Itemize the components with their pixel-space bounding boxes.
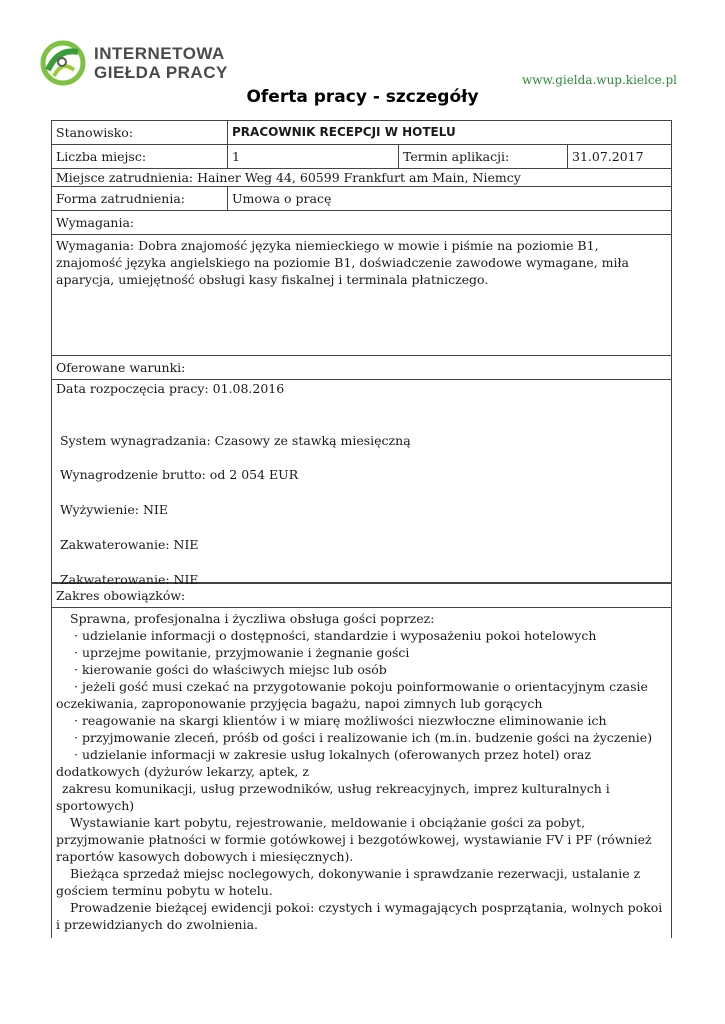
location-row — [51, 169, 672, 187]
logo — [40, 40, 228, 86]
logo-globe-icon — [40, 40, 86, 86]
duty-item: Bieżąca sprzedaż miejsc noclegowych, dokonywanie i sprawdzanie rezerwacji, ustalanie z gościem terminu pobytu w hotelu. — [56, 866, 641, 898]
duty-item: · udzielanie informacji w zakresie usług lokalnych (oferowanych przez hotel) oraz dodatkowych (dyżurów lekarzy, aptek, z — [56, 747, 591, 779]
employment-row — [51, 187, 672, 211]
condition-housing-2: Zakwaterowanie: NIE — [56, 572, 199, 587]
position-value: PRACOWNIK RECEPCJI W HOTELU — [227, 121, 671, 144]
duty-item: · przyjmowanie zleceń, próśb od gości i realizowanie ich (m.in. budzenie gości na życzenie) — [74, 730, 653, 745]
duty-item: · udzielanie informacji o dostępności, standardzie i wyposażeniu pokoi hotelowych — [74, 628, 597, 643]
site-url[interactable]: www.gielda.wup.kielce.pl — [521, 73, 677, 87]
duties-label: Zakres obowiązków: — [51, 583, 672, 608]
condition-pay-system: System wynagradzania: Czasowy ze stawką miesięczną — [56, 433, 411, 448]
requirements-text: Wymagania: Dobra znajomość języka niemieckiego w mowie i piśmie na poziomie B1, znajomość języka angielskiego na poziomie B1, doświadczenie zawodowe wymagane, miła aparycja, umiejętność obsługi kasy fiskalnej i terminala płatniczego. — [51, 235, 672, 356]
logo-line1: INTERNETOWA — [94, 44, 225, 63]
conditions-block — [51, 380, 672, 587]
places-label: Liczba miejsc: — [56, 149, 147, 164]
requirements-label: Wymagania: — [51, 211, 672, 235]
places-value: 1 — [227, 145, 398, 168]
deadline-label: Termin aplikacji: — [398, 145, 567, 168]
offer-table — [51, 120, 672, 938]
duty-item: · kierowanie gości do właściwych miejsc lub osób — [74, 662, 387, 677]
position-row — [51, 120, 672, 145]
duty-item: · jeżeli gość musi czekać na przygotowanie pokoju poinformowanie o orientacyjnym czasie oczekiwania, zaproponowanie przyjęcia bagażu, napoi zimnych lub gorących — [56, 679, 648, 711]
employment-label: Forma zatrudnienia: — [56, 191, 186, 206]
duty-item: · uprzejme powitanie, przyjmowanie i żegnanie gości — [74, 645, 410, 660]
duty-item: zakresu komunikacji, usług przewodników, usług rekreacyjnych, imprez kulturalnych i sportowych) — [56, 781, 610, 813]
places-row — [51, 145, 672, 169]
conditions-label: Oferowane warunki: — [51, 356, 672, 380]
condition-start-date: Data rozpoczęcia pracy: 01.08.2016 — [56, 381, 285, 396]
deadline-value: 31.07.2017 — [567, 145, 671, 168]
employment-value: Umowa o pracę — [227, 187, 671, 210]
duties-block — [51, 608, 672, 938]
duty-item: · reagowanie na skargi klientów i w miarę możliwości niezwłoczne eliminowanie ich — [74, 713, 607, 728]
duty-item: Sprawna, profesjonalna i życzliwa obsługa gości poprzez: — [70, 611, 435, 626]
position-label: Stanowisko: — [56, 125, 134, 140]
condition-housing: Zakwaterowanie: NIE — [56, 537, 199, 552]
duty-item: Prowadzenie bieżącej ewidencji pokoi: czystych i wymagających posprzątania, wolnych pokoi i przewidzianych do zwolnienia. — [56, 900, 663, 932]
duty-item: Wystawianie kart pobytu, rejestrowanie, meldowanie i obciążanie gości za pobyt, przyjmowanie płatności w formie gotówkowej i bezgotówkowej, wystawianie FV i PF (również raportów kasowych dobowych i miesięcznych). — [56, 815, 652, 864]
condition-meals: Wyżywienie: NIE — [56, 502, 168, 517]
logo-line2: GIEŁDA PRACY — [94, 63, 228, 82]
page-title: Oferta pracy - szczegóły — [246, 87, 479, 107]
location-text: Miejsce zatrudnienia: Hainer Weg 44, 60599 Frankfurt am Main, Niemcy — [56, 170, 521, 185]
condition-salary: Wynagrodzenie brutto: od 2 054 EUR — [56, 467, 299, 482]
